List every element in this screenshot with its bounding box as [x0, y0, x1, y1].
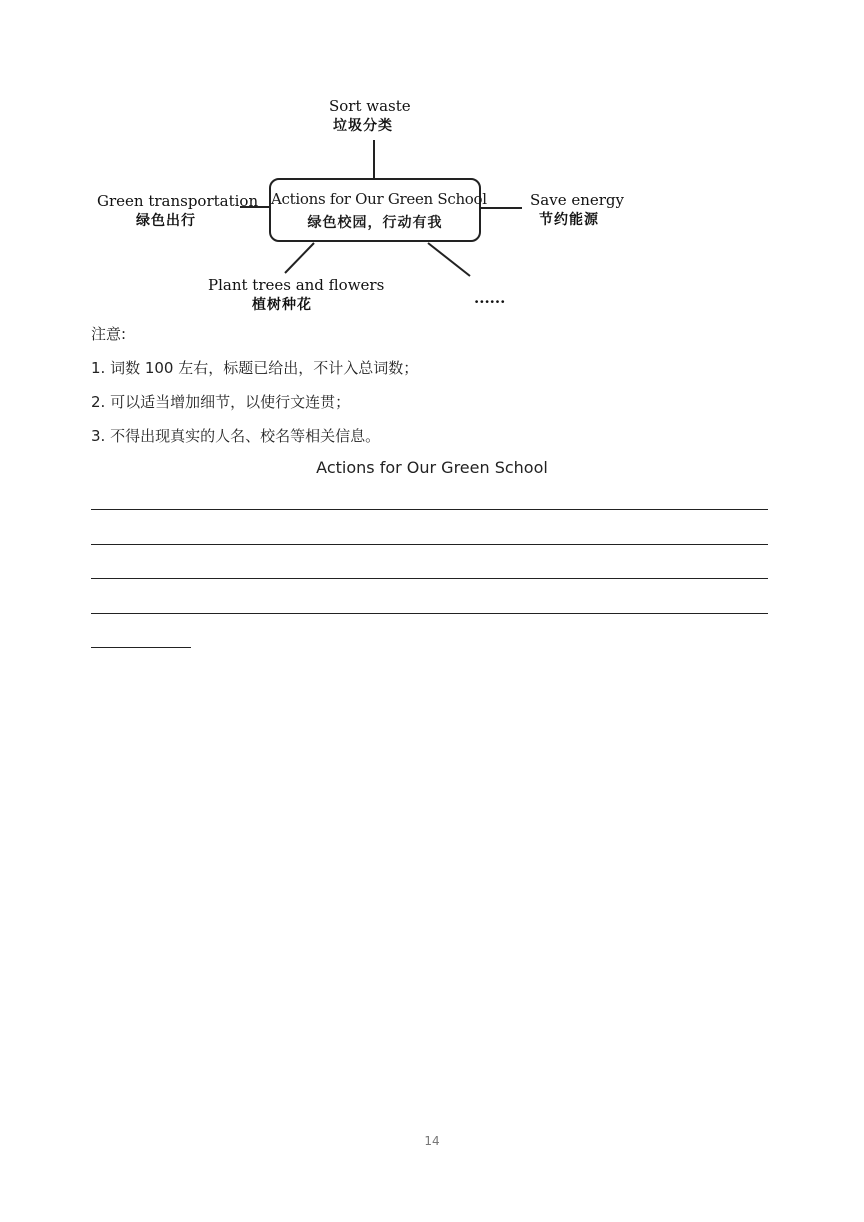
branch-save-energy-cn: 节约能源: [539, 212, 599, 228]
note-item-1: 1. 词数 100 左右，标题已给出，不计入总词数；: [91, 359, 419, 377]
center-node: [269, 178, 487, 242]
branch-plant-trees-cn: 植树种花: [252, 297, 312, 313]
note-item-3: 3. 不得出现真实的人名、校名等相关信息。: [91, 427, 381, 445]
writing-line[interactable]: [91, 578, 768, 579]
connector-lines: [0, 0, 864, 320]
note-item-2: 2. 可以适当增加细节，以使行文连贯；: [91, 393, 351, 411]
mind-map-diagram: [0, 0, 864, 320]
branch-plant-trees-en: Plant trees and flowers: [208, 276, 385, 294]
writing-line[interactable]: [91, 509, 768, 510]
page-number: 14: [424, 1134, 440, 1148]
center-node-en: Actions for Our Green School: [271, 190, 487, 208]
connector-plant-trees: [285, 243, 314, 273]
writing-line[interactable]: [91, 544, 768, 545]
branch-green-transportation-cn: 绿色出行: [136, 213, 196, 229]
writing-line[interactable]: [91, 613, 768, 614]
branch-sort-waste-cn: 垃圾分类: [333, 118, 393, 134]
notes-section: [91, 322, 418, 458]
connector-more: [428, 243, 470, 276]
notes-heading: 注意:: [91, 325, 127, 343]
essay-title: Actions for Our Green School: [316, 458, 548, 477]
writing-line[interactable]: [91, 647, 191, 648]
branch-sort-waste-en: Sort waste: [329, 97, 411, 115]
branch-more: ......: [474, 289, 506, 307]
branch-save-energy-en: Save energy: [530, 191, 624, 209]
center-node-cn: 绿色校园，行动有我: [307, 215, 443, 231]
branch-green-transportation-en: Green transportation: [97, 192, 259, 210]
